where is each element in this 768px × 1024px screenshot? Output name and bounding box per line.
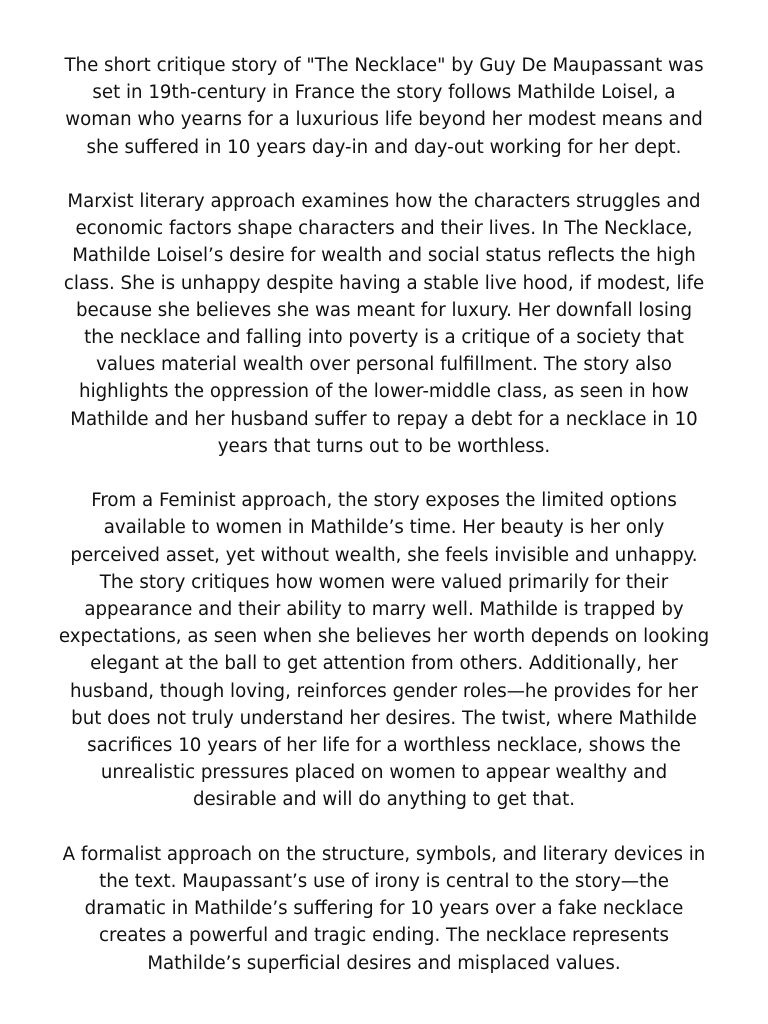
paragraph-introduction: The short critique story of "The Necklace" by Guy De Maupassant was set in 19th-century in France the story follows Mathilde Loisel, a woman who yearns for a luxurious life beyond her modest means and she suffered in 10 years day-in and day-out working for her dept. [64, 55, 704, 158]
paragraph-formalist-approach: A formalist approach on the structure, symbols, and literary devices in the text. Maupassant’s use of irony is central to the story—the dramatic in Mathilde’s suffering for 10 years over a fake necklace creates a powerful and tragic ending. The necklace represents Mathilde’s superficial desires and misplaced values. [62, 843, 706, 974]
paragraph-marxist-approach: Marxist literary approach examines how the characters struggles and economic factors shape characters and their lives. In The Necklace, Mathilde Loisel’s desire for wealth and social status reflects the high class. She is unhappy despite having a stable live hood, if modest, life because she believes she was meant for luxury. Her downfall losing the necklace and falling into poverty is a critique of a society that values material wealth over personal fulfillment. The story also highlights the oppression of the lower-middle class, as seen in how Mathilde and her husband suffer to repay a debt for a necklace in 10 years that turns out to be worthless. [63, 191, 705, 457]
paragraph-feminist-approach: From a Feminist approach, the story exposes the limited options available to women in Mathilde’s time. Her beauty is her only perceived asset, yet without wealth, she feels invisible and unhappy. The story critiques how women were valued primarily for their appearance and their ability to marry well. Mathilde is trapped by expectations, as seen when she believes her worth depends on looking elegant at the ball to get attention from others. Additionally, her husband, though loving, reinforces gender roles—he provides for her but does not truly understand her desires. The twist, where Mathilde sacrifices 10 years of her life for a worthless necklace, shows the unrealistic pressures placed on women to appear wealthy and desirable and will do anything to get that. [58, 490, 710, 811]
document-body [22, 52, 746, 977]
